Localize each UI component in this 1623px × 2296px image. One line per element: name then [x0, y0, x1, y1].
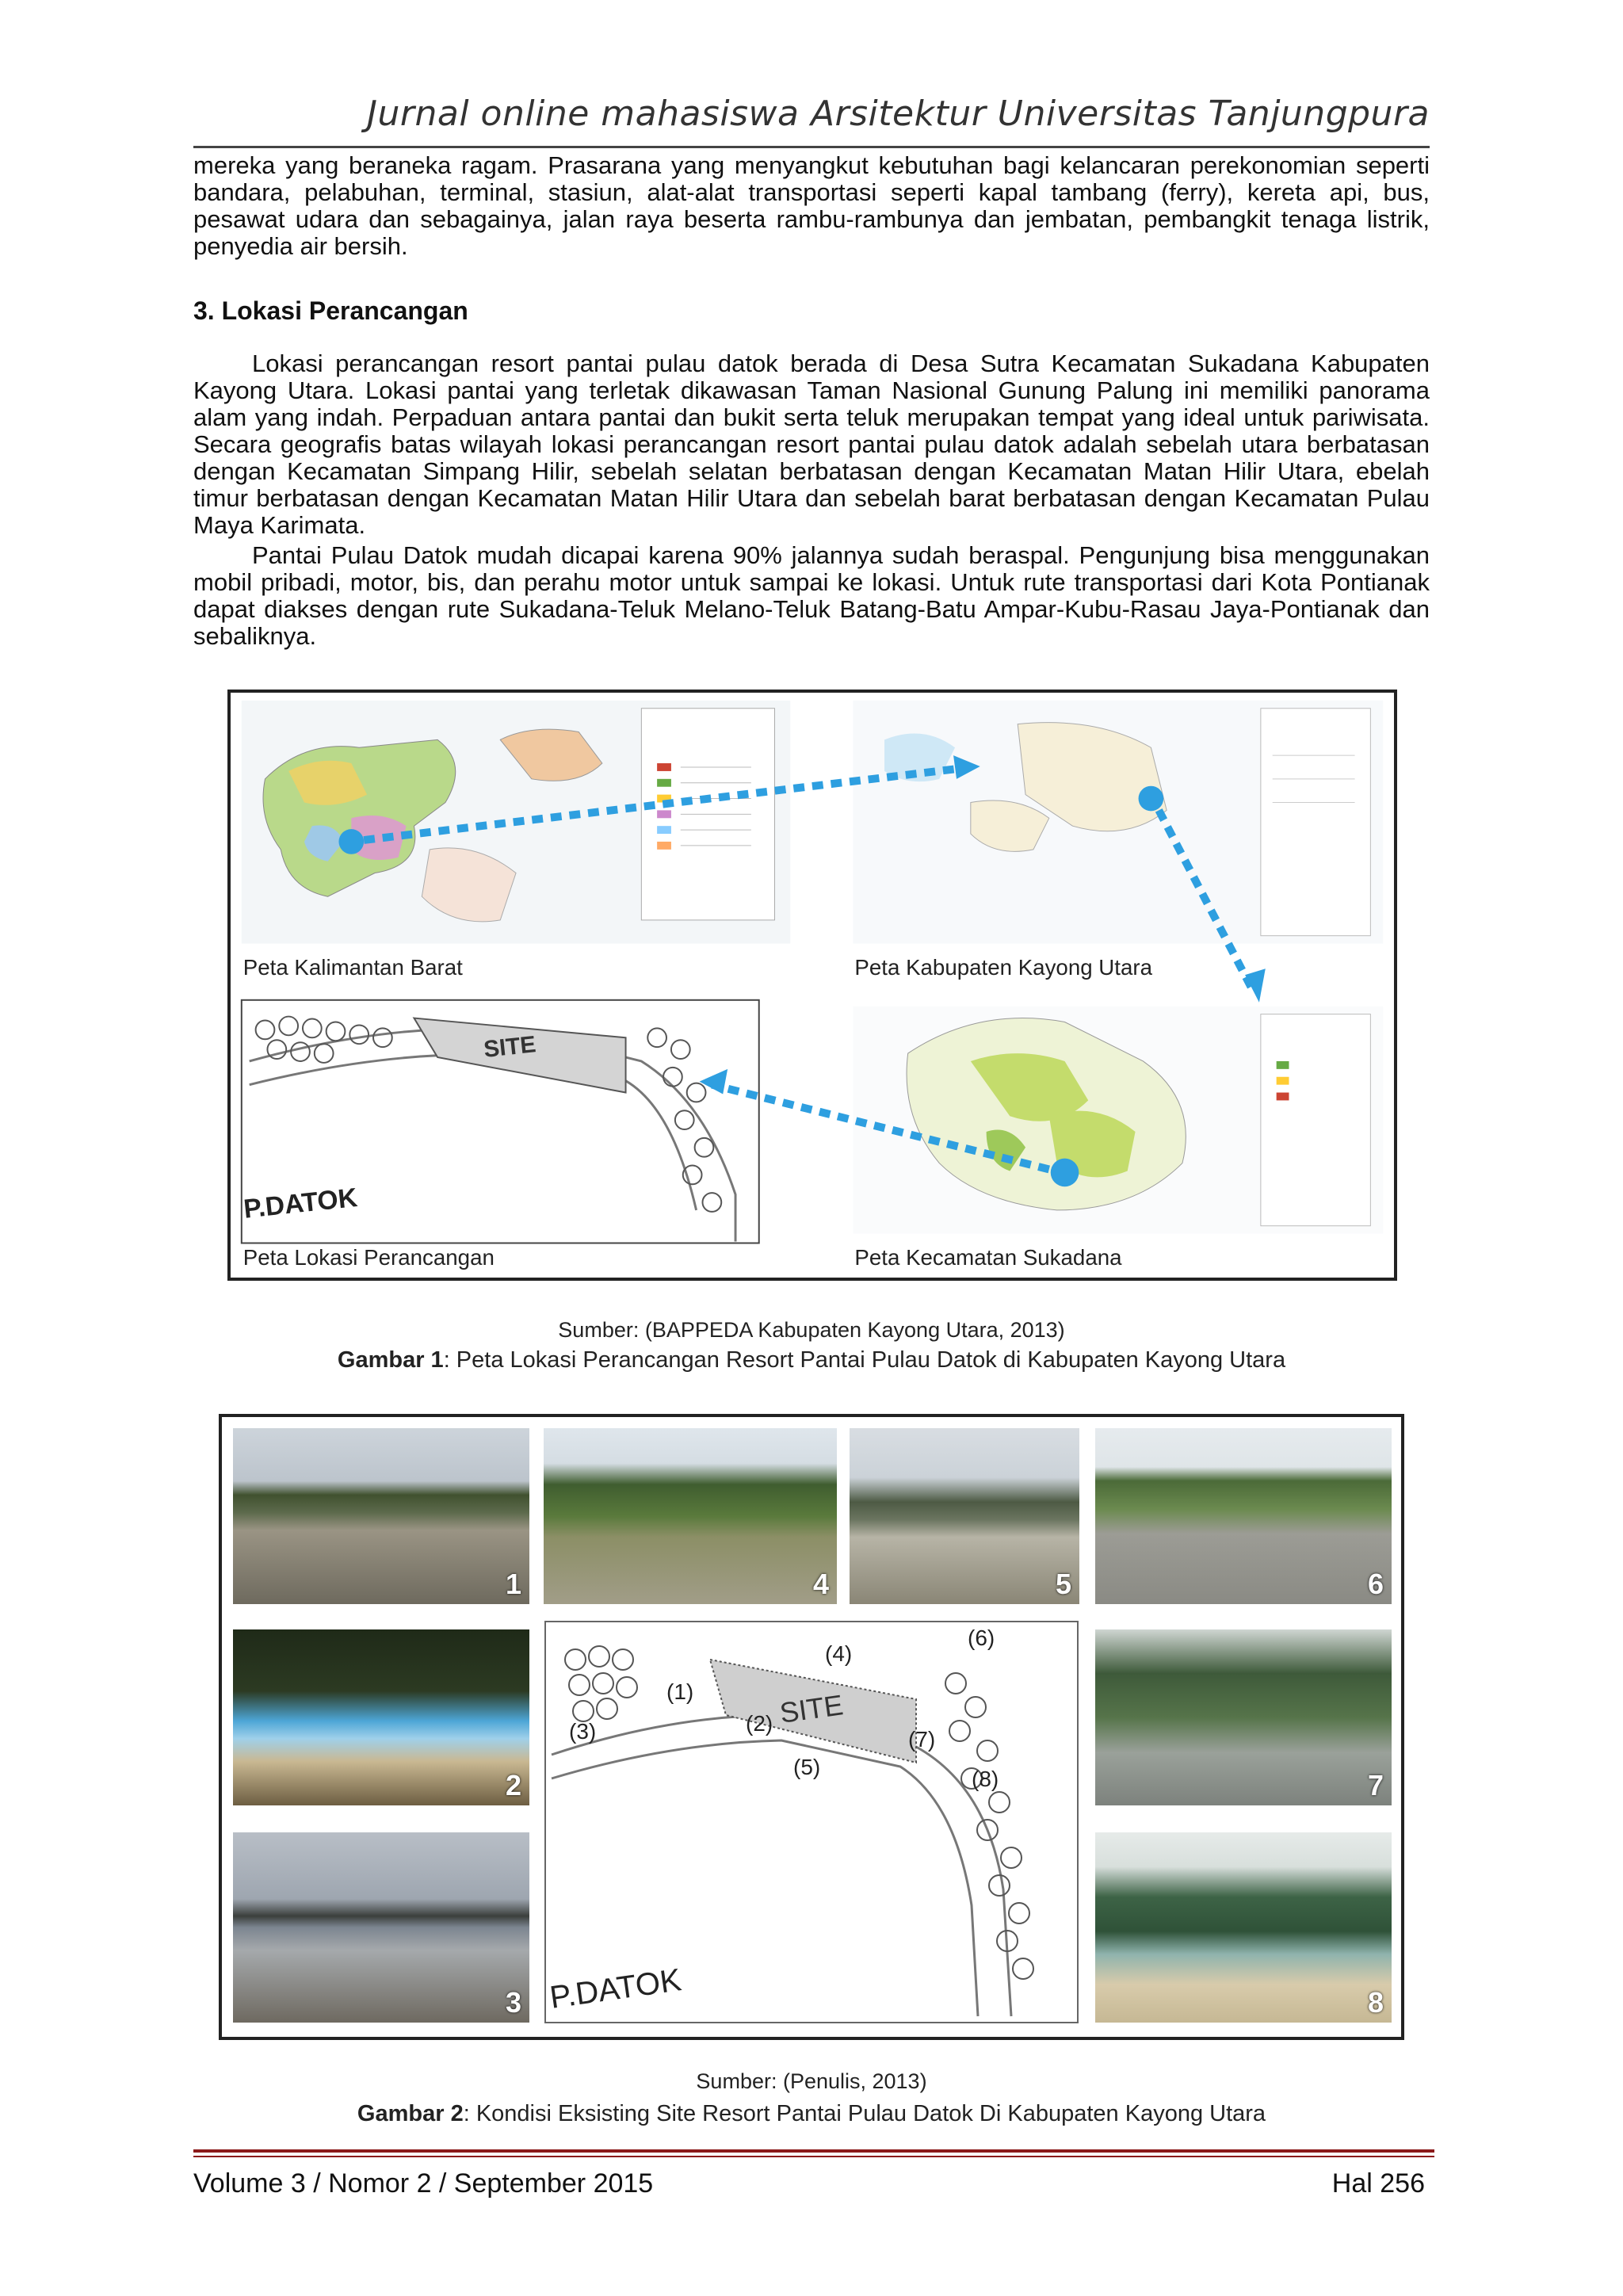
paragraph-access: Pantai Pulau Datok mudah dicapai karena 90% jalannya sudah beraspal. Pengunjung bisa menggunakan mobil pribadi, motor, bis, dan perahu motor untuk sampai ke lokasi. Untuk rute transportasi dari Kota Pontianak dapat diakses dengan rute Sukadana-Teluk Melano-Teluk Batang-Batu Ampar-Kubu-Rasau Jaya-Pontianak dan sebaliknya. [193, 541, 1430, 650]
photo-number: 8 [1367, 1986, 1384, 2019]
photo-number: 6 [1367, 1568, 1384, 1600]
figure1-caption-number: Gambar 1 [337, 1347, 444, 1373]
photo-number: 1 [505, 1568, 521, 1600]
site-plan-annotated [544, 1620, 1079, 2024]
photo-number: 3 [505, 1986, 521, 2019]
photo-number: 5 [1055, 1568, 1071, 1600]
paragraph-location: Lokasi perancangan resort pantai pulau datok berada di Desa Sutra Kecamatan Sukadana Kabupaten Kayong Utara. Lokasi pantai yang terletak dikawasan Taman Nasional Gunung Palung ini memiliki panorama alam yang indah. Perpaduan antara pantai dan bukit serta teluk merupakan tempat yang ideal untuk pariwisata. Secara geografis batas wilayah lokasi perancangan resort pantai pulau datok adalah sebelah utara berbatasan dengan Kecamatan Simpang Hilir, sebelah selatan berbatasan dengan Kecamatan Matan Hilir Utara, ebelah timur berbatasan dengan Kecamatan Matan Hilir Utara dan sebelah barat berbatasan dengan Kecamatan Pulau Maya Karimata. [193, 350, 1430, 539]
figure-site-conditions [219, 1414, 1404, 2040]
label-datok-map: P.DATOK [242, 1182, 359, 1224]
header-rule [193, 146, 1430, 148]
label-peta-sukadana: Peta Kecamatan Sukadana [854, 1245, 1122, 1270]
plan-label-2: (2) [746, 1711, 773, 1736]
location-maps-composite [231, 693, 1394, 1278]
plan-label-3: (3) [569, 1719, 597, 1744]
map-lokasi-perancangan [242, 1000, 759, 1270]
map-kayong-utara [853, 701, 1383, 980]
figure-location-maps [227, 690, 1397, 1281]
figure2-caption [0, 2101, 1623, 2127]
journal-header: Jurnal online mahasiswa Arsitektur Universitas Tanjungpura [367, 94, 1430, 134]
photo-number: 2 [505, 1769, 521, 1801]
figure1-caption [0, 1347, 1623, 1373]
photo-number: 7 [1367, 1769, 1384, 1801]
footer-page-number: Hal 256 [1331, 2168, 1425, 2199]
photo-3-sunset-island [233, 1832, 529, 2023]
photo-6-entrance-road [1095, 1428, 1392, 1604]
photo-4-field [544, 1428, 837, 1604]
figure1-source: Sumber: (BAPPEDA Kabupaten Kayong Utara, 2013) [558, 1318, 1065, 1342]
photo-7-tree-lined-road [1095, 1629, 1392, 1805]
plan-label-site: SITE [777, 1688, 846, 1729]
label-site-map: SITE [482, 1031, 537, 1063]
label-peta-kalbar: Peta Kalimantan Barat [242, 955, 463, 980]
footer-rule [193, 2149, 1434, 2153]
paragraph-infrastructure: mereka yang beraneka ragam. Prasarana yang menyangkut kebutuhan bagi kelancaran perekonomian seperti bandara, pelabuhan, terminal, stasiun, alat-alat transportasi seperti kapal tambang (ferry), kereta api, bus, pesawat udara dan sebagainya, jalan raya beserta rambu-rambunya dan jembatan, pembangkit tenaga listrik, penyedia air bersih. [193, 151, 1430, 260]
figure1-caption-text: : Peta Lokasi Perancangan Resort Pantai Pulau Datok di Kabupaten Kayong Utara [443, 1347, 1286, 1373]
plan-label-4: (4) [825, 1641, 853, 1666]
figure2-caption-number: Gambar 2 [357, 2101, 464, 2126]
label-peta-lokasi: Peta Lokasi Perancangan [242, 1245, 495, 1270]
photo-number: 4 [812, 1568, 829, 1600]
label-peta-kayong: Peta Kabupaten Kayong Utara [854, 955, 1153, 980]
figure2-caption-text: : Kondisi Eksisting Site Resort Pantai Pulau Datok Di Kabupaten Kayong Utara [463, 2101, 1266, 2126]
plan-label-1: (1) [666, 1679, 694, 1704]
photo-2-shade-tree [233, 1629, 529, 1805]
photo-8-misty-hills [1095, 1832, 1392, 2023]
footer-volume: Volume 3 / Nomor 2 / September 2015 [193, 2168, 654, 2199]
figure2-source: Sumber: (Penulis, 2013) [696, 2069, 927, 2093]
footer-rule-thin [193, 2156, 1434, 2157]
map-kalimantan-barat [242, 701, 790, 980]
plan-label-5: (5) [793, 1755, 821, 1779]
plan-label-8: (8) [972, 1767, 999, 1791]
photo-1-beach-low-tide [233, 1428, 529, 1604]
plan-label-datok: P.DATOK [548, 1962, 684, 2015]
section-heading: 3. Lokasi Perancangan [193, 296, 468, 325]
plan-label-7: (7) [908, 1727, 936, 1752]
photo-5-hills-beach [850, 1428, 1079, 1604]
plan-label-6: (6) [968, 1626, 995, 1650]
